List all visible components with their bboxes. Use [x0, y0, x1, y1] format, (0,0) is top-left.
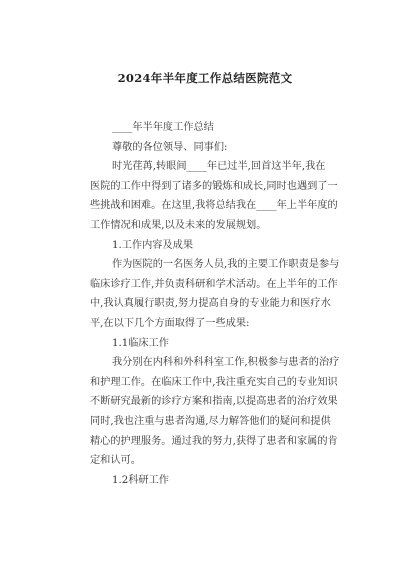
text-line: 1.2科研工作 [112, 474, 169, 486]
text-line: 和护理工作。在临床工作中,我注重充实自己的专业知识 [90, 376, 338, 388]
text-line: 医院的工作中得到了诸多的锻炼和成长,同时也遇到了一 [90, 180, 338, 192]
section-heading-1-2 [90, 471, 380, 491]
text-line: 定和认可。 [90, 455, 141, 467]
text-line: 时光荏苒,转眼间____年已过半,回首这半年,我在 [112, 161, 326, 173]
paragraph-clinical-work [90, 353, 380, 471]
paragraph-report-heading [90, 118, 380, 138]
section-heading-1 [90, 236, 380, 256]
text-line: 1.工作内容及成果 [112, 239, 194, 251]
text-line: 作为医院的一名医务人员,我的主要工作职责是参与 [112, 259, 340, 271]
text-line: 1.1临床工作 [112, 337, 169, 349]
section-heading-1-1 [90, 334, 380, 354]
document-body [90, 118, 380, 490]
text-line: 尊敬的各位领导、同事们: [112, 141, 228, 153]
text-line: 不断研究最新的诊疗方案和指南,以提高患者的治疗效果 [90, 396, 338, 408]
text-line: 我分别在内科和外科科室工作,积极参与患者的治疗 [112, 357, 340, 369]
paragraph-work-content [90, 255, 380, 333]
text-line: 同时,我也注重与患者沟通,尽力解答他们的疑问和提供 [90, 415, 331, 427]
text-line: 些挑战和困难。在这里,我将总结我在____年上半年度的 [90, 200, 338, 212]
text-line: 平,在以下几个方面取得了一些成果: [90, 317, 250, 329]
text-line: 中,我认真履行职责,努力提高自身的专业能力和医疗水 [90, 298, 331, 310]
text-line: 精心的护理服务。通过我的努力,获得了患者和家属的肯 [90, 435, 338, 447]
paragraph-greeting [90, 138, 380, 158]
paragraph-intro [90, 157, 380, 235]
text-line: ____年半年度工作总结 [112, 122, 214, 133]
text-line: 临床诊疗工作,并负责科研和学术活动。在上半年的工作 [90, 278, 338, 290]
text-line: 工作情况和成果,以及未来的发展规划。 [90, 219, 267, 231]
document-title: 2024年半年度工作总结医院范文 [117, 71, 293, 85]
